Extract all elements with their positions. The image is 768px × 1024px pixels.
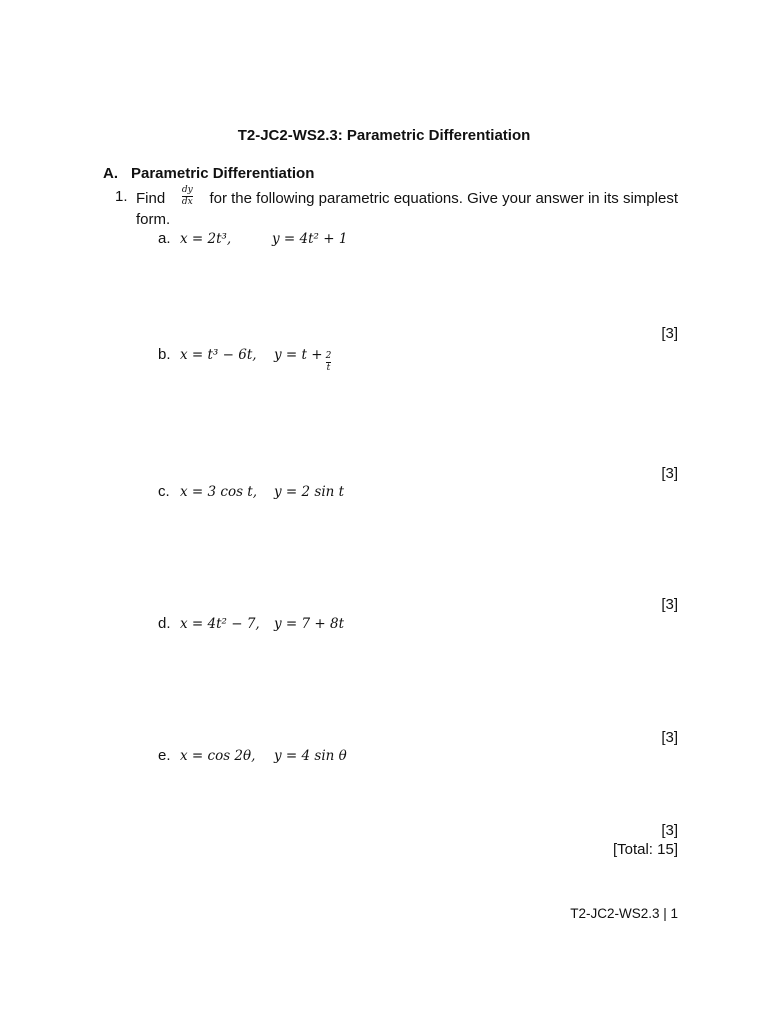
part-label: d. bbox=[158, 615, 171, 632]
y-equation: y = 7 + 8t bbox=[274, 616, 345, 632]
question-text: for the following parametric equations. Give your answer in its simplest bbox=[209, 190, 678, 207]
y-fraction bbox=[326, 352, 332, 373]
part-e bbox=[158, 747, 347, 764]
derivative-numerator: dy bbox=[181, 185, 193, 195]
part-label: b. bbox=[158, 346, 171, 363]
total-marks: [Total: 15] bbox=[612, 841, 678, 858]
marks-e: [3] bbox=[661, 822, 678, 839]
page-footer: T2-JC2-WS2.3 | 1 bbox=[570, 906, 678, 921]
part-d bbox=[158, 615, 344, 632]
y-fraction-numerator: 2 bbox=[325, 351, 332, 361]
derivative-denominator: dx bbox=[181, 197, 193, 207]
x-equation: x = t³ − 6t, bbox=[180, 347, 257, 363]
part-c bbox=[158, 483, 344, 500]
marks-c: [3] bbox=[661, 596, 678, 613]
y-fraction-denominator: t bbox=[326, 363, 331, 373]
x-equation: x = 4t² − 7, bbox=[180, 616, 260, 632]
marks-d: [3] bbox=[661, 729, 678, 746]
question-line-1 bbox=[136, 185, 678, 209]
marks-b: [3] bbox=[661, 465, 678, 482]
x-equation: x = 3 cos t, bbox=[180, 484, 258, 500]
y-equation: y = 2 sin t bbox=[274, 484, 345, 500]
section-title: Parametric Differentiation bbox=[131, 165, 315, 182]
question-find-word: Find bbox=[136, 190, 166, 207]
marks-a: [3] bbox=[661, 325, 678, 342]
derivative-fraction bbox=[182, 186, 193, 207]
y-equation: y = 4 sin θ bbox=[274, 748, 347, 764]
question-line-2: form. bbox=[136, 211, 171, 228]
y-equation: y = t + bbox=[274, 347, 323, 363]
x-equation: x = cos 2θ, bbox=[180, 748, 256, 764]
part-label: a. bbox=[158, 230, 171, 247]
x-equation: x = 2t³, bbox=[180, 231, 232, 247]
page-title: T2-JC2-WS2.3: Parametric Differentiation bbox=[237, 127, 531, 144]
question-number: 1. bbox=[115, 188, 128, 205]
y-equation: y = 4t² + 1 bbox=[272, 231, 348, 247]
part-label: c. bbox=[158, 483, 170, 500]
section-letter: A. bbox=[103, 165, 118, 182]
part-b bbox=[158, 346, 331, 374]
part-a bbox=[158, 230, 347, 247]
part-label: e. bbox=[158, 747, 171, 764]
